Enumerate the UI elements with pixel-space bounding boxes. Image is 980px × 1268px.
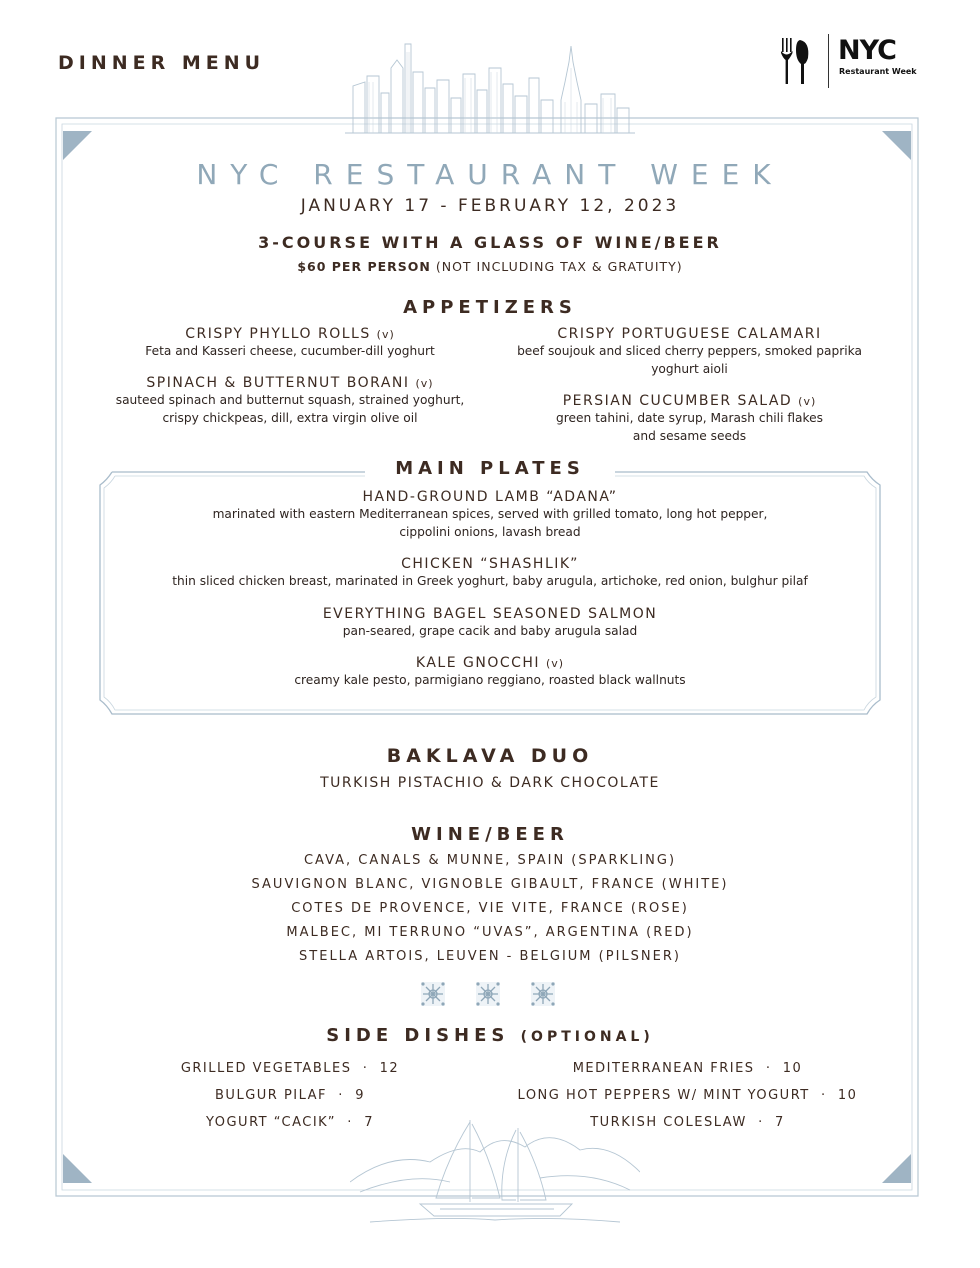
nyc-restaurant-week-logo <box>778 34 917 88</box>
appetizer-item <box>100 326 480 360</box>
main-item <box>0 556 980 590</box>
appetizer-name: CRISPY PORTUGUESE CALAMARI <box>557 326 822 342</box>
appetizer-item <box>100 375 480 427</box>
main-name: EVERYTHING BAGEL SEASONED SALMON <box>322 606 658 622</box>
main-desc: marinated with eastern Mediterranean spices, served with grilled tomato, long hot pepper, cippolini onions, lavash bread <box>212 507 768 539</box>
main-item <box>0 489 980 541</box>
wine-beer-heading: WINE/BEER <box>411 824 569 845</box>
price-line <box>0 259 980 274</box>
appetizer-desc: Feta and Kasseri cheese, cucumber-dill yoghurt <box>145 344 435 358</box>
side-item: MEDITERRANEAN FRIES · 10 <box>572 1061 803 1076</box>
sailboat-illustration <box>350 1112 640 1224</box>
tile-ornaments <box>420 981 560 1007</box>
main-item <box>0 655 980 689</box>
appetizer-name: SPINACH & BUTTERNUT BORANI (v) <box>146 375 434 391</box>
main-desc: creamy kale pesto, parmigiano reggiano, roasted black wallnuts <box>294 673 686 687</box>
event-title: NYC RESTAURANT WEEK <box>196 158 784 191</box>
main-name: CHICKEN “SHASHLIK” <box>401 556 579 572</box>
wine-item: COTES DE PROVENCE, VIE VITE, FRANCE (ROSE) <box>291 901 689 916</box>
appetizer-name: CRISPY PHYLLO ROLLS (v) <box>185 326 395 342</box>
main-plates-heading: MAIN PLATES <box>0 458 980 479</box>
logo-brand: NYC <box>838 35 897 66</box>
main-item <box>0 606 980 640</box>
skyline-illustration <box>345 38 635 138</box>
side-item: YOGURT “CACIK” · 7 <box>206 1115 374 1130</box>
appetizer-desc: sauteed spinach and butternut squash, strained yoghurt, crispy chickpeas, dill, extra virgin olive oil <box>115 393 465 425</box>
side-item: TURKISH COLESLAW · 7 <box>590 1115 785 1130</box>
side-item: LONG HOT PEPPERS W/ MINT YOGURT · 10 <box>517 1088 858 1103</box>
appetizer-desc: green tahini, date syrup, Marash chili flakes and sesame seeds <box>556 411 823 443</box>
dessert-heading: BAKLAVA DUO <box>386 745 594 767</box>
appetizer-item <box>497 393 882 445</box>
logo-divider <box>828 34 829 88</box>
appetizers-heading: APPETIZERS <box>403 297 577 318</box>
main-desc: pan-seared, grape cacik and baby arugula salad <box>342 624 638 638</box>
event-dates: JANUARY 17 - FEBRUARY 12, 2023 <box>300 196 680 216</box>
appetizer-name: PERSIAN CUCUMBER SALAD (v) <box>562 393 817 409</box>
main-name: HAND-GROUND LAMB “ADANA” <box>362 489 618 505</box>
appetizer-item <box>497 326 882 378</box>
wine-item: STELLA ARTOIS, LEUVEN - BELGIUM (PILSNER) <box>299 949 681 964</box>
wine-item: SAUVIGNON BLANC, VIGNOBLE GIBAULT, FRANCE (WHITE) <box>251 877 729 892</box>
side-item: BULGUR PILAF · 9 <box>215 1088 365 1103</box>
main-name: KALE GNOCCHI (v) <box>415 655 565 671</box>
main-desc: thin sliced chicken breast, marinated in Greek yoghurt, baby arugula, artichoke, red onion, bulghur pilaf <box>172 574 808 588</box>
course-description: 3-COURSE WITH A GLASS OF WINE/BEER <box>258 233 722 252</box>
logo-subtitle: Restaurant Week <box>839 67 917 76</box>
dessert-description: TURKISH PISTACHIO & DARK CHOCOLATE <box>320 775 660 791</box>
price-note: (NOT INCLUDING TAX & GRATUITY) <box>435 259 683 274</box>
wine-item: MALBEC, MI TERRUNO “UVAS”, ARGENTINA (RED) <box>286 925 694 940</box>
side-dishes-heading: SIDE DISHES (OPTIONAL) <box>326 1025 654 1046</box>
appetizer-desc: beef soujouk and sliced cherry peppers, smoked paprika yoghurt aioli <box>517 344 862 376</box>
price: $60 PER PERSON <box>297 259 431 274</box>
utensils-icon <box>778 36 820 86</box>
side-item: GRILLED VEGETABLES · 12 <box>180 1061 400 1076</box>
dinner-menu-label: DINNER MENU <box>58 52 266 74</box>
wine-item: CAVA, CANALS & MUNNE, SPAIN (SPARKLING) <box>303 853 677 868</box>
